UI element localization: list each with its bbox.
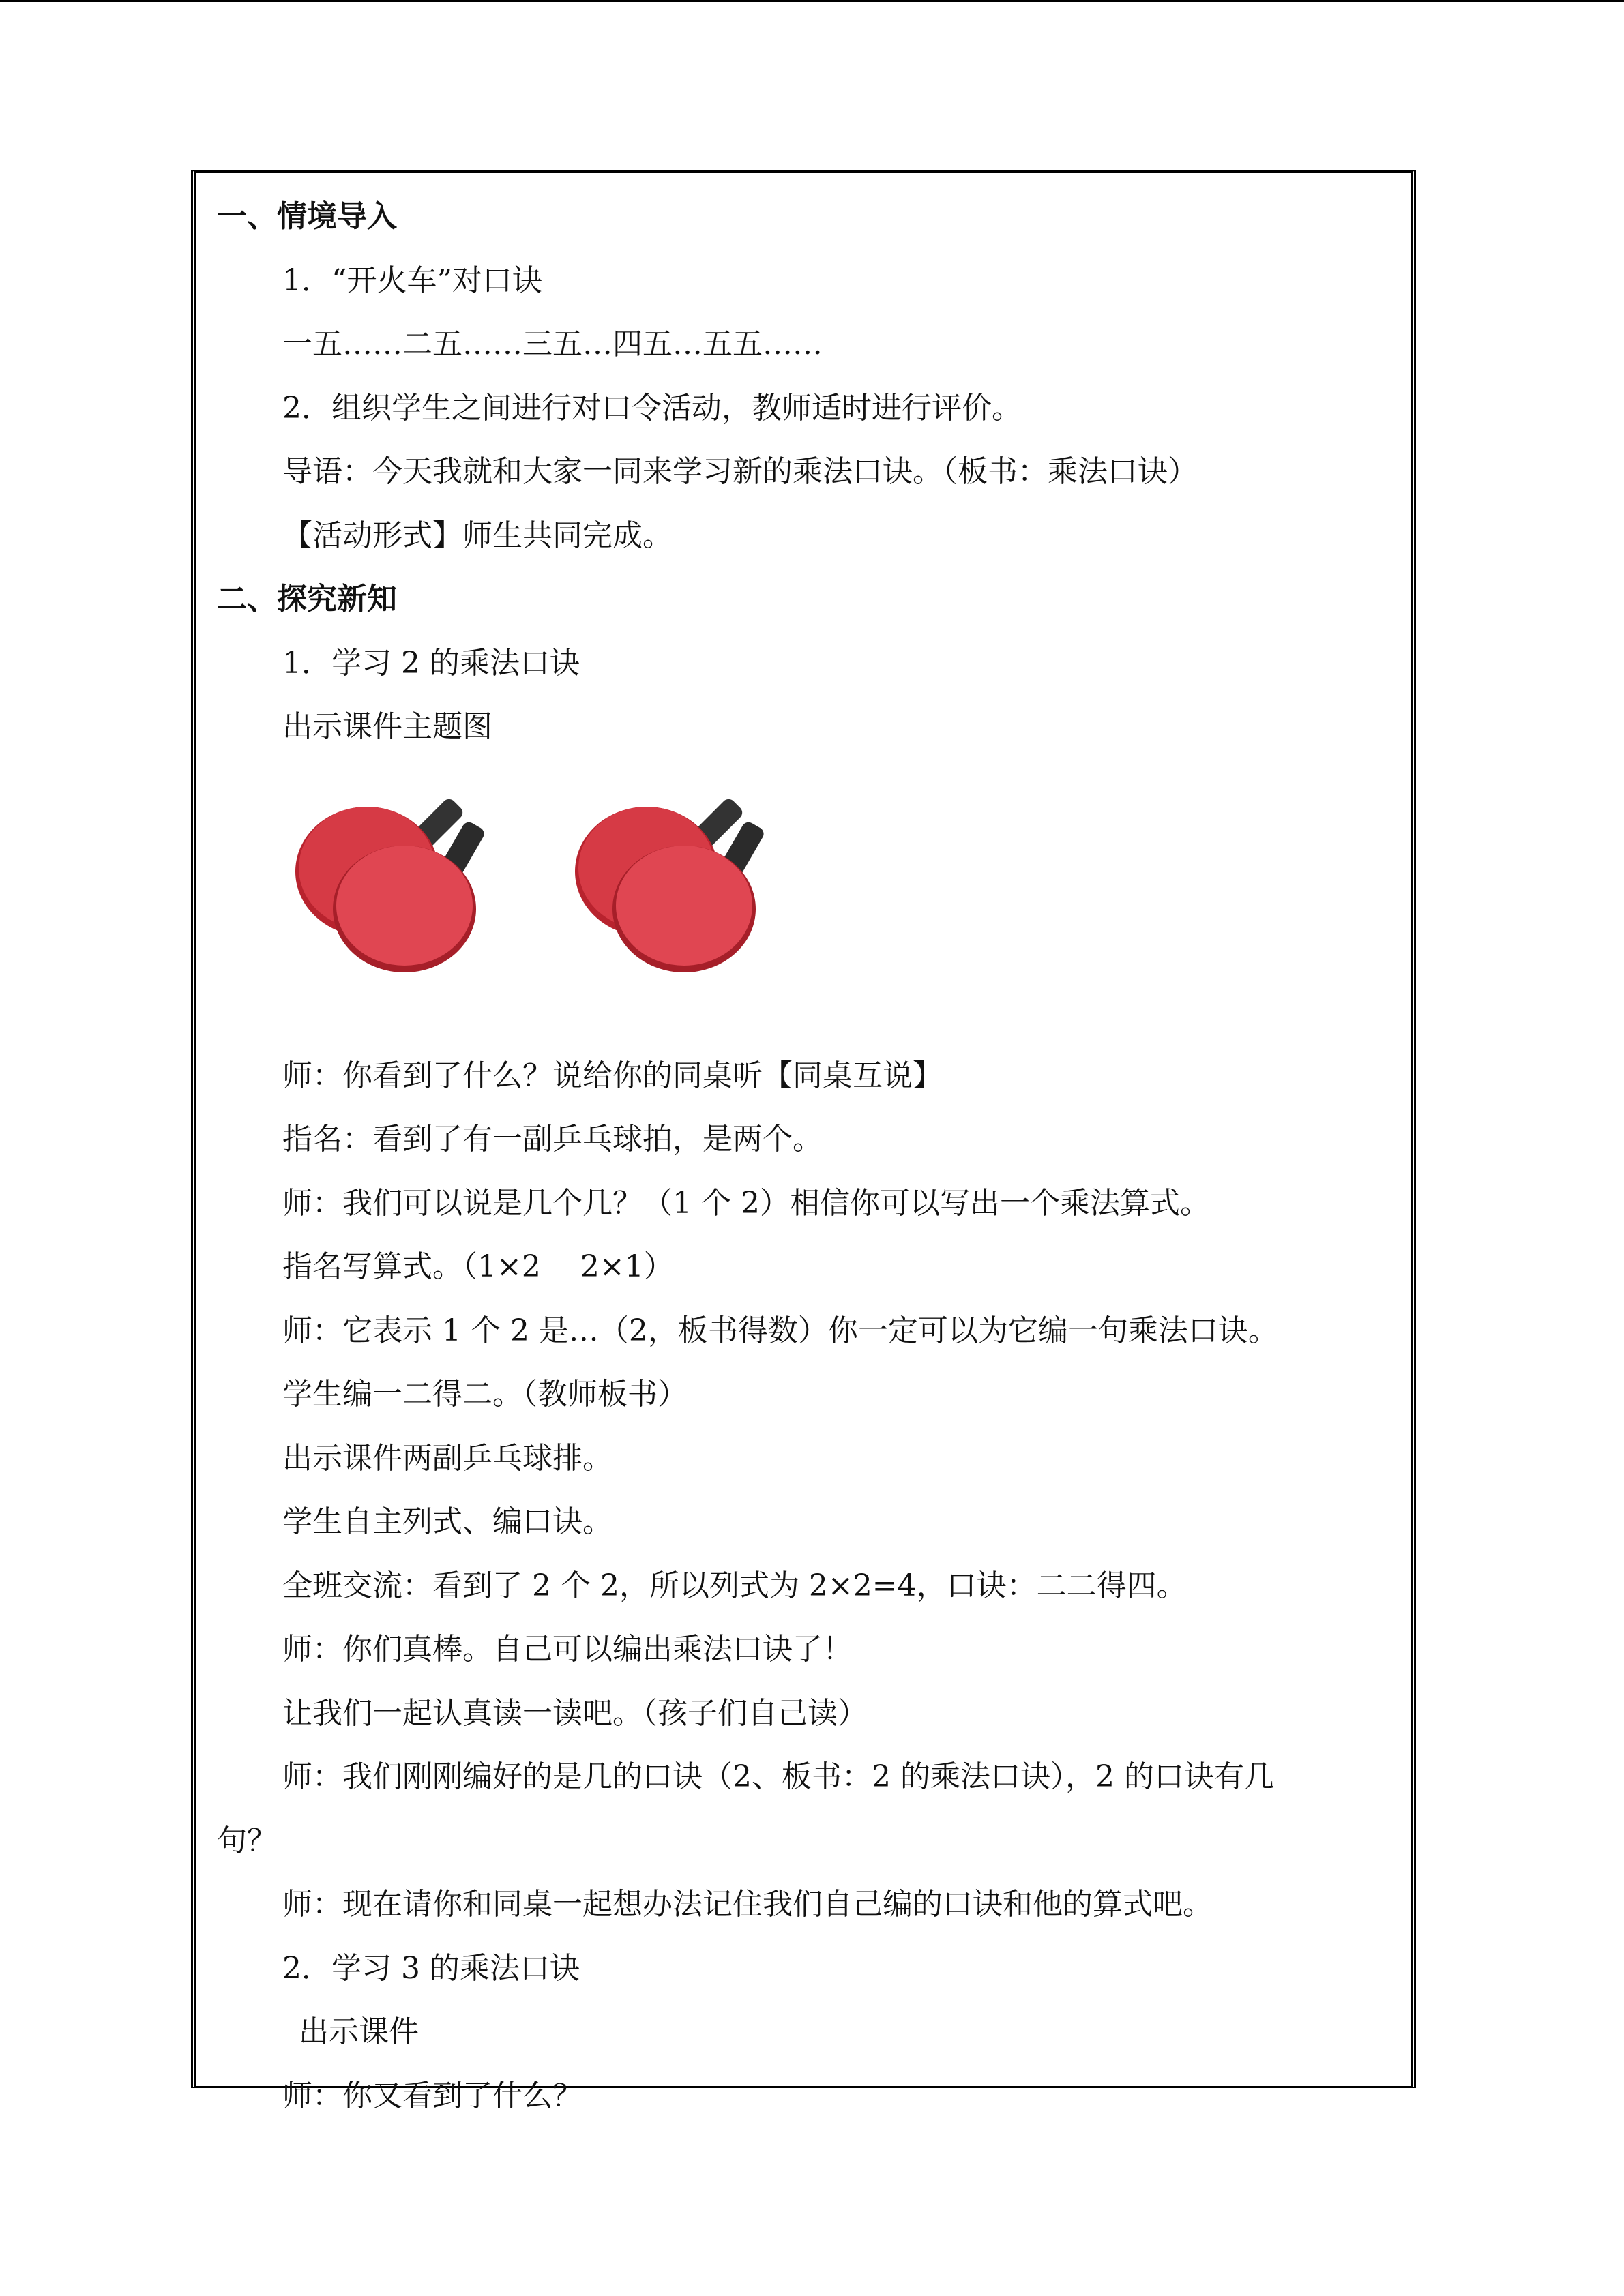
text-line: 师：你看到了什么？说给你的同桌听【同桌互说】 [282,1058,943,1093]
text-line: 【活动形式】师生共同完成。 [282,518,673,553]
text-line: 1．学习 2 的乘法口诀 [282,645,580,681]
ping-pong-paddle-pair-icon [565,769,783,974]
text-line: 全班交流：看到了 2 个 2，所以列式为 2×2=4，口诀：二二得四。 [282,1568,1187,1603]
text-line: 师：我们刚刚编好的是几的口诀（2、板书：2 的乘法口诀），2 的口诀有几 [282,1759,1274,1794]
text-line: 让我们一起认真读一读吧。（孩子们自己读） [282,1695,868,1731]
text-line: 师：我们可以说是几个几？（1 个 2）相信你可以写出一个乘法算式。 [282,1185,1210,1221]
top-rule [0,0,1624,2]
ping-pong-paddle-pair-icon [285,769,503,974]
text-line: 导语：今天我就和大家一同来学习新的乘法口诀。（板书：乘法口诀） [282,454,1198,489]
text-line: 师：它表示 1 个 2 是…（2，板书得数）你一定可以为它编一句乘法口诀。 [282,1313,1278,1348]
text-line: 一五……二五……三五…四五…五五…… [282,327,823,361]
section-heading-intro: 一、情境导入 [217,199,397,234]
text-line: 出示课件主题图 [282,709,492,744]
text-line: 学生自主列式、编口诀。 [282,1504,612,1539]
text-line: 师：你们真棒。自己可以编出乘法口诀了！ [282,1632,853,1667]
text-line: 指名：看到了有一副乒乓球拍，是两个。 [282,1122,823,1157]
text-line: 指名写算式。（1×2 2×1） [282,1249,674,1284]
lesson-table-cell [191,170,1416,2113]
text-line: 师：现在请你和同桌一起想办法记住我们自己编的口诀和他的算式吧。 [282,1887,1213,1922]
text-line: 1．“开火车”对口诀 [282,263,542,298]
text-line: 2．组织学生之间进行对口令活动，教师适时进行评价。 [282,390,1022,426]
text-line-continuation: 句？ [217,1823,277,1858]
text-line: 出示课件两副乒乓球排。 [282,1440,612,1476]
lesson-content [217,185,1370,2128]
section-heading-explore: 二、探究新知 [217,582,397,616]
text-line: 师：你又看到了什么？ [282,2078,582,2113]
ping-pong-paddle-image [217,759,1370,1044]
text-line: 2．学习 3 的乘法口诀 [282,1950,580,1986]
text-line: 学生编一二得二。（教师板书） [282,1377,688,1412]
text-line: 出示课件 [299,2014,419,2049]
